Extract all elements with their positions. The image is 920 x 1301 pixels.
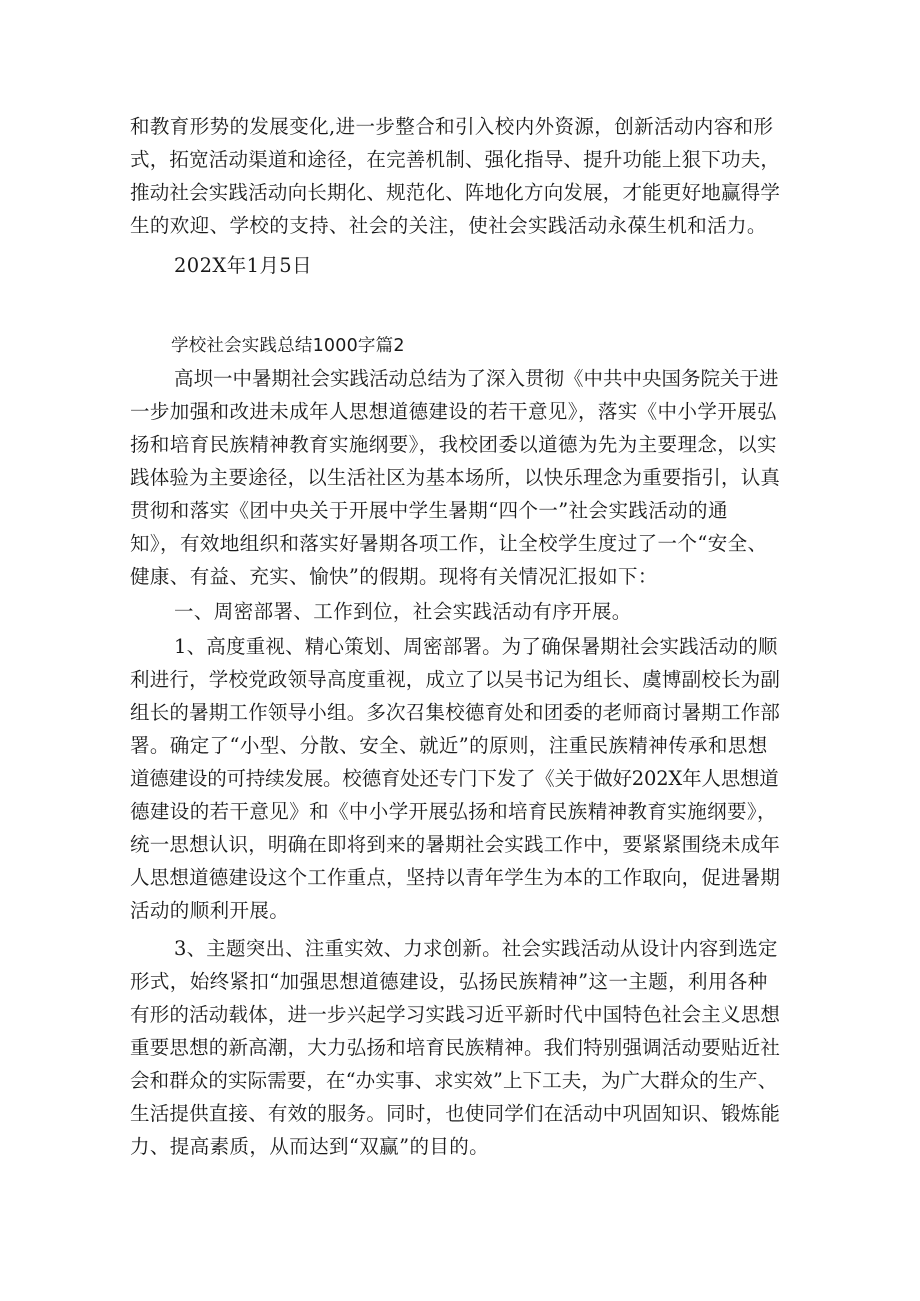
text-line: 组长的暑期工作领导小组。多次召集校德育处和团委的老师商讨暑期工作部 [130,701,781,724]
text-line: 力、提高素质，从而达到“双赢”的目的。 [130,1135,490,1158]
text-line: 高坝一中暑期社会实践活动总结为了深入贯彻《中共中央国务院关于进 [174,367,779,390]
date-line: 202X年1月5日 [174,254,313,277]
text-line: 重要思想的新高潮，大力弘扬和培育民族精神。我们特别强调活动要贴近社 [130,1036,781,1059]
text-line: 知》，有效地组织和落实好暑期各项工作，让全校学生度过了一个“安全、 [130,532,768,555]
text-line: 式，拓宽活动渠道和途径，在完善机制、强化指导、提升功能上狠下功夫， [130,148,781,171]
text-line: 会和群众的实际需要，在“办实事、求实效”上下工夫，为广大群众的生产、 [130,1069,778,1092]
text-line: 一步加强和改进未成年人思想道德建设的若干意见》，落实《中小学开展弘 [130,400,777,423]
text-line: 道德建设的可持续发展。校德育处还专门下发了《关于做好202X年人思想道 [130,767,779,790]
section-title: 学校社会实践总结1000字篇2 [171,336,405,356]
text-line: 有形的活动载体，进一步兴起学习实践习近平新时代中国特色社会主义思想 [130,1003,781,1026]
text-line: 活动的顺利开展。 [130,899,290,922]
section-heading: 一、周密部署、工作到位，社会实践活动有序开展。 [174,600,632,623]
text-line: 和教育形势的发展变化,进一步整合和引入校内外资源，创新活动内容和形 [130,115,774,138]
text-line: 健康、有益、充实、愉快”的假期。现将有关情况汇报如下： [130,565,658,588]
text-line: 践体验为主要途径，以生活社区为基本场所，以快乐理念为重要指引，认真 [130,466,781,489]
text-line: 人思想道德建设这个工作重点，坚持以青年学生为本的工作取向，促进暑期 [130,866,781,889]
text-line: 贯彻和落实《团中央关于开展中学生暑期“四个一”社会实践活动的通 [130,499,728,522]
text-line: 1、高度重视、精心策划、周密部署。为了确保暑期社会实践活动的顺 [174,635,778,658]
text-line: 形式，始终紧扣“加强思想道德建设，弘扬民族精神”这一主题，利用各种 [130,970,768,993]
text-line: 扬和培育民族精神教育实施纲要》，我校团委以道德为先为主要理念，以实 [130,433,777,456]
text-line: 利进行，学校党政领导高度重视，成立了以吴书记为组长、虞博副校长为副 [130,668,781,691]
text-line: 推动社会实践活动向长期化、规范化、阵地化方向发展，才能更好地赢得学 [130,181,781,204]
text-line: 署。确定了“小型、分散、安全、就近”的原则，注重民族精神传承和思想 [130,734,768,757]
text-line: 统一思想认识，明确在即将到来的暑期社会实践工作中，要紧紧围绕未成年 [130,833,781,856]
text-line: 生活提供直接、有效的服务。同时，也使同学们在活动中巩固知识、锻炼能 [130,1102,781,1125]
text-line: 生的欢迎、学校的支持、社会的关注，使社会实践活动永葆生机和活力。 [130,214,767,237]
document-page [130,0,780,1301]
text-line: 德建设的若干意见》和《中小学开展弘扬和培育民族精神教育实施纲要》， [130,800,777,823]
text-line: 3、主题突出、注重实效、力求创新。社会实践活动从设计内容到选定 [174,937,778,960]
